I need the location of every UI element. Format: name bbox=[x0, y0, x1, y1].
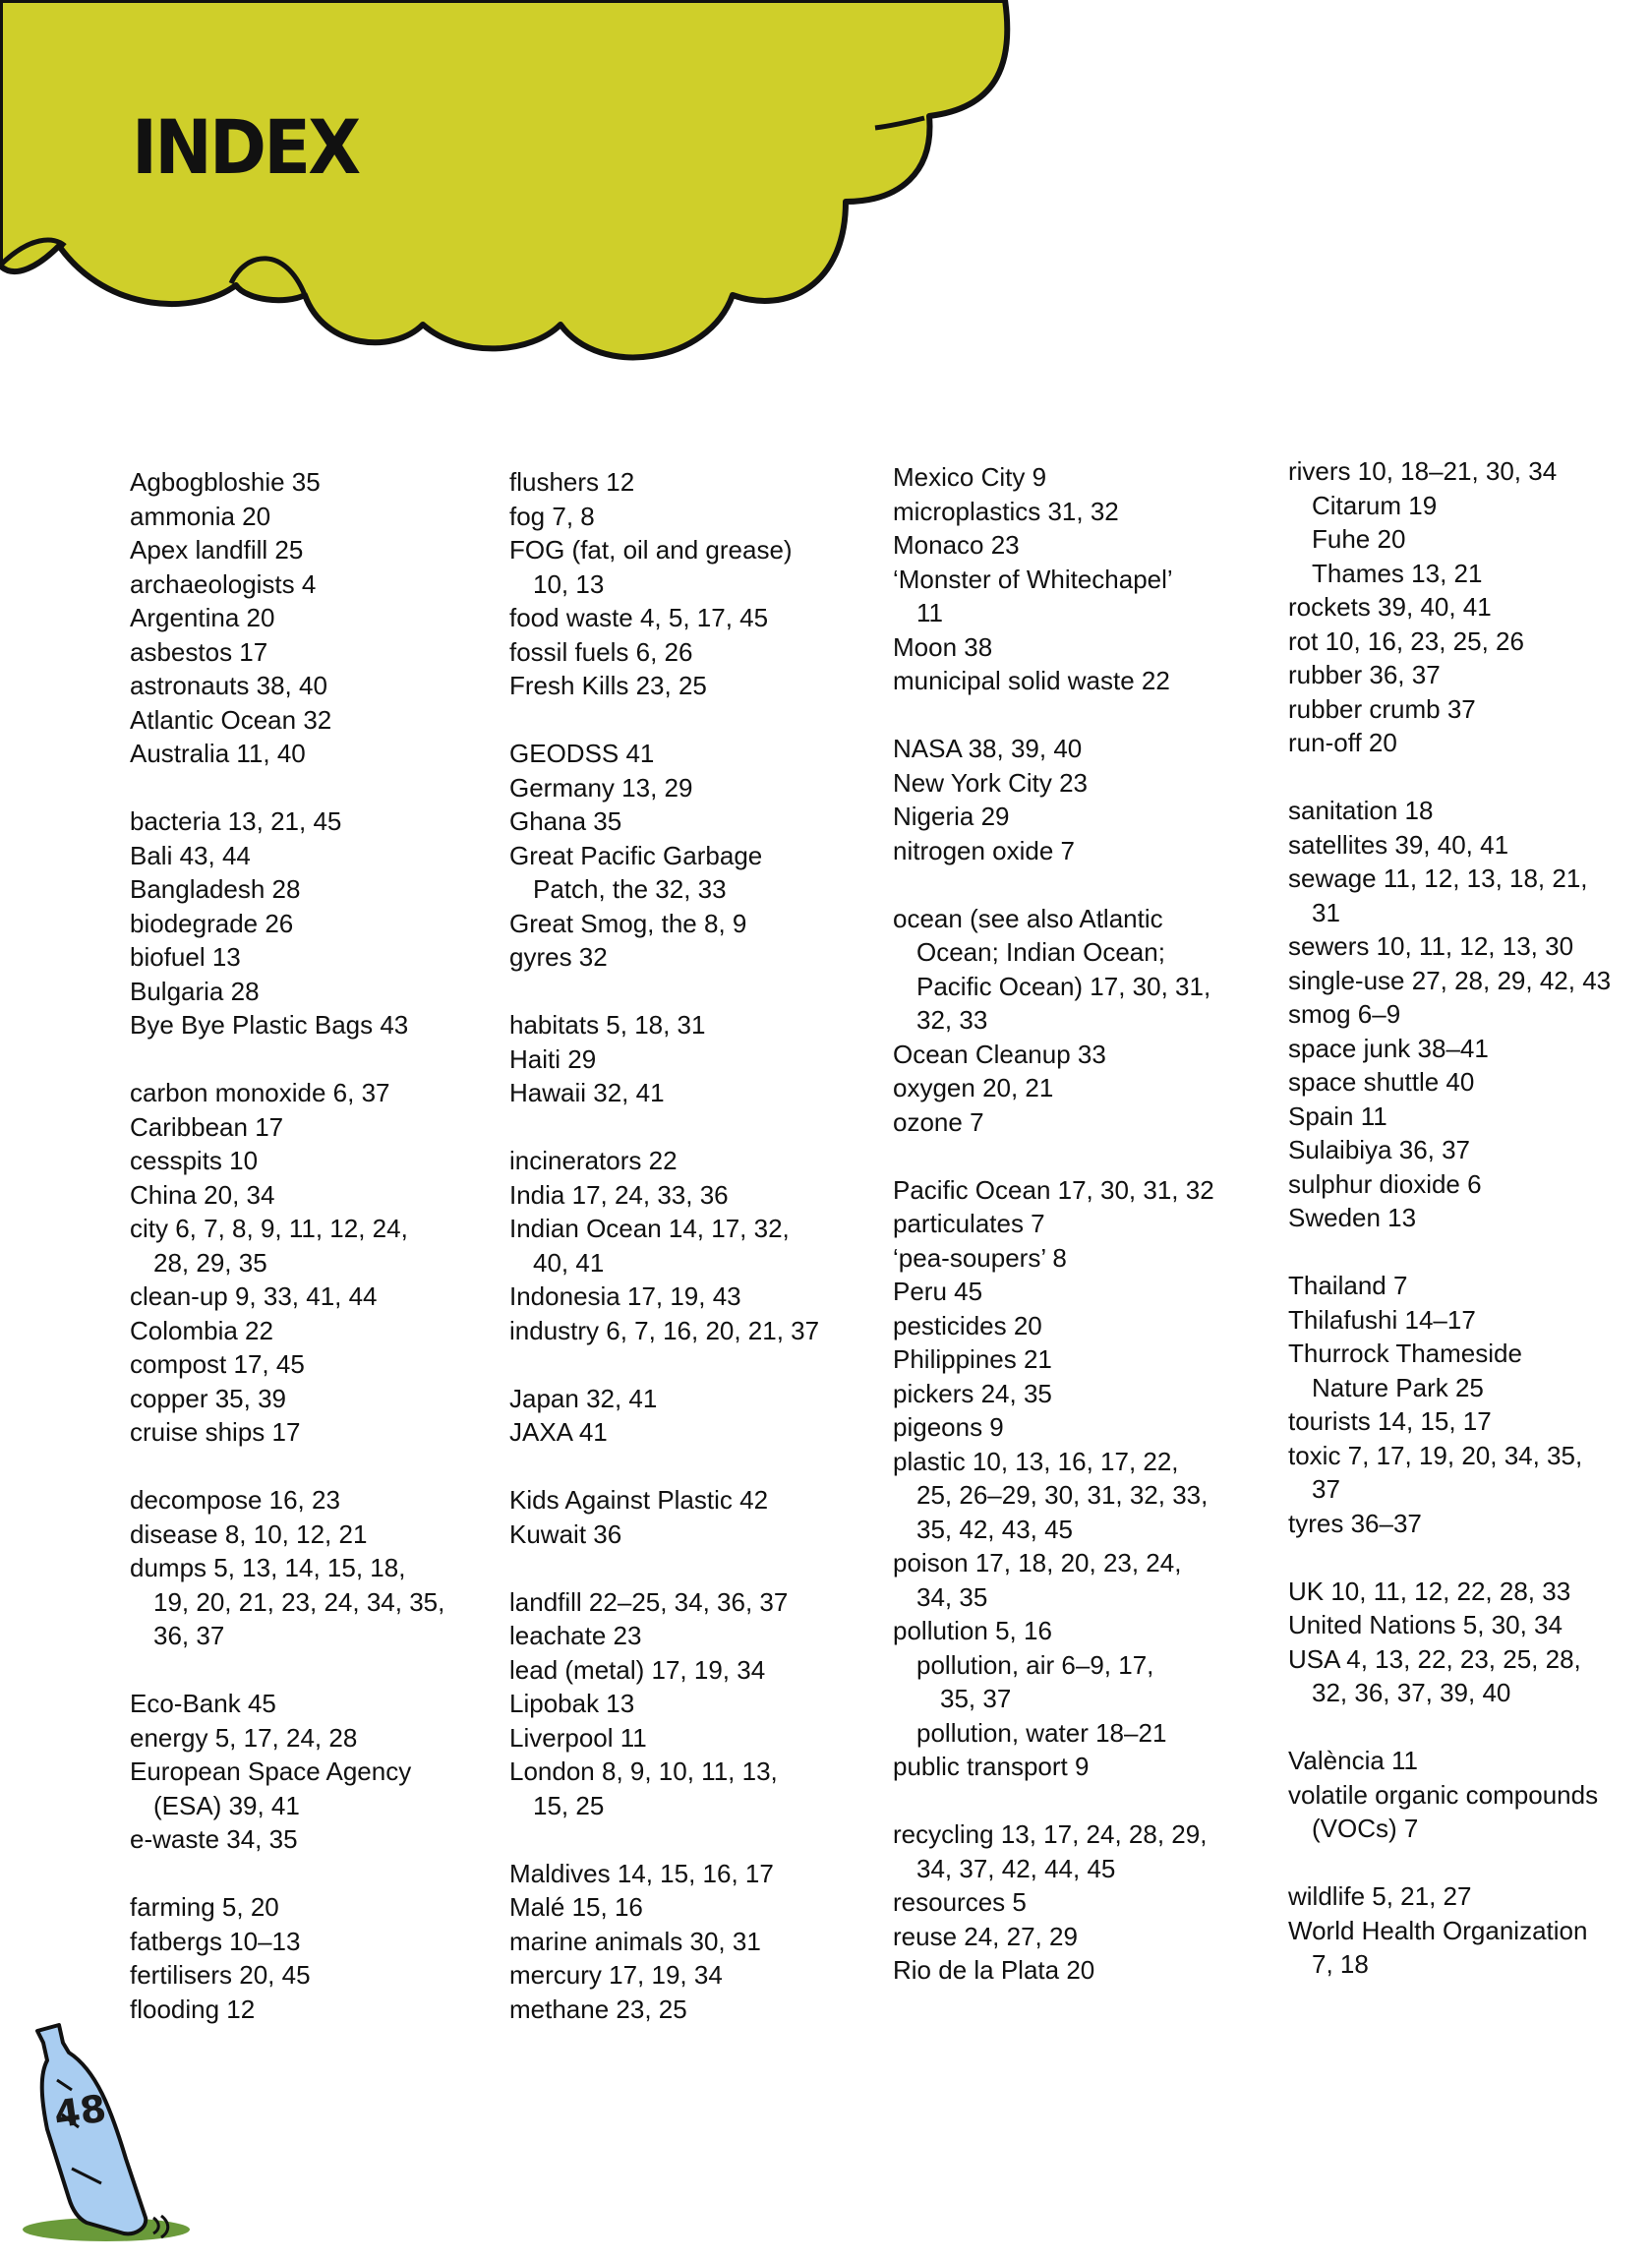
index-column-2 bbox=[509, 465, 903, 2026]
index-entry: single-use 27, 28, 29, 42, 43 bbox=[1288, 965, 1612, 995]
index-entry: pollution, air 6–9, 17, 35, 37 bbox=[916, 1649, 1154, 1713]
index-entry: Atlantic Ocean 32 bbox=[130, 704, 332, 735]
index-entry: bacteria 13, 21, 45 bbox=[130, 806, 342, 836]
index-entry: tyres 36–37 bbox=[1288, 1508, 1422, 1538]
index-entry: Eco-Bank 45 bbox=[130, 1689, 276, 1718]
index-entry: municipal solid waste 22 bbox=[893, 666, 1170, 695]
index-entry: tourists 14, 15, 17 bbox=[1288, 1406, 1492, 1436]
index-entry: fossil fuels 6, 26 bbox=[509, 636, 693, 667]
index-entry: Fuhe 20 bbox=[1312, 524, 1406, 554]
index-entry: e-waste 34, 35 bbox=[130, 1824, 298, 1854]
index-entry: ‘Monster of Whitechapel’ 11 bbox=[893, 564, 1173, 627]
index-entry: Great Smog, the 8, 9 bbox=[509, 908, 747, 938]
index-entry: Lipobak 13 bbox=[509, 1689, 635, 1718]
index-entry: Bye Bye Plastic Bags 43 bbox=[130, 1010, 409, 1040]
index-entry: particulates 7 bbox=[893, 1209, 1045, 1238]
index-entry: sanitation 18 bbox=[1288, 796, 1434, 825]
index-entry: Hawaii 32, 41 bbox=[509, 1078, 665, 1107]
index-entry: leachate 23 bbox=[509, 1621, 642, 1650]
index-entry: ‘pea-soupers’ 8 bbox=[893, 1242, 1067, 1273]
index-entry: nitrogen oxide 7 bbox=[893, 835, 1076, 865]
index-entry: Bali 43, 44 bbox=[130, 840, 251, 870]
index-entry: Fresh Kills 23, 25 bbox=[509, 671, 707, 700]
index-entry: Ocean Cleanup 33 bbox=[893, 1039, 1106, 1069]
index-entry: European Space Agency (ESA) 39, 41 bbox=[130, 1756, 412, 1820]
index-entry: Indonesia 17, 19, 43 bbox=[509, 1281, 741, 1311]
index-entry: archaeologists 4 bbox=[130, 568, 317, 599]
index-entry: India 17, 24, 33, 36 bbox=[509, 1179, 729, 1210]
index-entry: Thurrock Thameside Nature Park 25 bbox=[1288, 1339, 1522, 1402]
index-entry: compost 17, 45 bbox=[130, 1349, 305, 1379]
index-entry: fatbergs 10–13 bbox=[130, 1926, 301, 1956]
index-entry: Sulaibiya 36, 37 bbox=[1288, 1135, 1471, 1164]
index-entry: Great Pacific Garbage Patch, the 32, 33 bbox=[509, 840, 763, 904]
index-entry: ozone 7 bbox=[893, 1106, 984, 1137]
index-entry: pigeons 9 bbox=[893, 1412, 1004, 1442]
index-entry: Caribbean 17 bbox=[130, 1111, 284, 1142]
index-entry: United Nations 5, 30, 34 bbox=[1288, 1610, 1563, 1639]
index-entry: Spain 11 bbox=[1288, 1101, 1387, 1131]
index-entry: asbestos 17 bbox=[130, 636, 268, 667]
index-entry: resources 5 bbox=[893, 1887, 1027, 1917]
index-entry: wildlife 5, 21, 27 bbox=[1288, 1881, 1472, 1911]
index-entry: UK 10, 11, 12, 22, 28, 33 bbox=[1288, 1576, 1571, 1606]
index-entry: Thilafushi 14–17 bbox=[1288, 1304, 1476, 1335]
index-entry: lead (metal) 17, 19, 34 bbox=[509, 1654, 766, 1685]
index-entry: public transport 9 bbox=[893, 1752, 1090, 1781]
index-entry: pollution 5, 16 bbox=[893, 1616, 1052, 1645]
index-entry: rivers 10, 18–21, 30, 34 bbox=[1288, 456, 1558, 486]
index-entry: Liverpool 11 bbox=[509, 1722, 647, 1753]
index-entry: sewage 11, 12, 13, 18, 21, 31 bbox=[1288, 863, 1588, 927]
index-entry: recycling 13, 17, 24, 28, 29, 34, 37, 42, 44, 45 bbox=[893, 1819, 1208, 1883]
page-title: INDEX bbox=[132, 103, 359, 191]
index-entry: FOG (fat, oil and grease) 10, 13 bbox=[509, 535, 793, 599]
index-entry: biofuel 13 bbox=[130, 942, 241, 972]
index-entry: plastic 10, 13, 16, 17, 22, 25, 26–29, 30, 31, 32, 33, 35, 42, 43, 45 bbox=[893, 1446, 1209, 1544]
index-entry: Argentina 20 bbox=[130, 603, 275, 632]
index-entry: Pacific Ocean 17, 30, 31, 32 bbox=[893, 1174, 1214, 1205]
index-entry: copper 35, 39 bbox=[130, 1383, 287, 1413]
index-entry: volatile organic compounds (VOCs) 7 bbox=[1288, 1779, 1599, 1843]
index-entry: gyres 32 bbox=[509, 942, 608, 972]
index-entry: reuse 24, 27, 29 bbox=[893, 1921, 1078, 1951]
index-entry: smog 6–9 bbox=[1288, 999, 1401, 1029]
index-entry: Rio de la Plata 20 bbox=[893, 1955, 1095, 1985]
index-entry: Indian Ocean 14, 17, 32, 40, 41 bbox=[509, 1214, 790, 1278]
index-entry: Malé 15, 16 bbox=[509, 1892, 643, 1922]
index-entry: ammonia 20 bbox=[130, 501, 271, 531]
index-entry: Philippines 21 bbox=[893, 1344, 1052, 1374]
index-entry: flooding 12 bbox=[130, 1994, 256, 2024]
index-entry: ocean (see also Atlantic Ocean; Indian Ocean; Pacific Ocean) 17, 30, 31, 32, 33 bbox=[893, 903, 1211, 1035]
index-entry: microplastics 31, 32 bbox=[893, 496, 1119, 526]
index-entry: astronauts 38, 40 bbox=[130, 671, 327, 700]
index-entry: Sweden 13 bbox=[1288, 1203, 1417, 1232]
index-entry: World Health Organization 7, 18 bbox=[1288, 1915, 1588, 1979]
index-entry: methane 23, 25 bbox=[509, 1994, 687, 2024]
index-entry: decompose 16, 23 bbox=[130, 1485, 340, 1515]
index-entry: toxic 7, 17, 19, 20, 34, 35, 37 bbox=[1288, 1440, 1583, 1504]
index-entry: Peru 45 bbox=[893, 1277, 983, 1306]
index-entry: Colombia 22 bbox=[130, 1315, 273, 1345]
index-entry: biodegrade 26 bbox=[130, 908, 294, 938]
index-entry: landfill 22–25, 34, 36, 37 bbox=[509, 1586, 789, 1617]
index-entry: disease 8, 10, 12, 21 bbox=[130, 1518, 368, 1549]
index-entry: Kuwait 36 bbox=[509, 1518, 622, 1549]
index-entry: flushers 12 bbox=[509, 467, 635, 497]
index-entry: China 20, 34 bbox=[130, 1179, 275, 1210]
index-entry: habitats 5, 18, 31 bbox=[509, 1010, 706, 1040]
index-entry: New York City 23 bbox=[893, 767, 1088, 798]
index-entry: carbon monoxide 6, 37 bbox=[130, 1078, 390, 1107]
index-entry: industry 6, 7, 16, 20, 21, 37 bbox=[509, 1315, 820, 1345]
index-entry: sulphur dioxide 6 bbox=[1288, 1168, 1482, 1199]
index-entry: marine animals 30, 31 bbox=[509, 1926, 761, 1956]
index-entry: Agbogbloshie 35 bbox=[130, 467, 321, 497]
index-entry: Kids Against Plastic 42 bbox=[509, 1485, 769, 1515]
index-entry: JAXA 41 bbox=[509, 1417, 608, 1447]
index-entry: GEODSS 41 bbox=[509, 739, 655, 768]
index-entry: fog 7, 8 bbox=[509, 501, 595, 531]
index-entry: mercury 17, 19, 34 bbox=[509, 1960, 723, 1990]
index-column-3 bbox=[893, 460, 1286, 1988]
index-entry: dumps 5, 13, 14, 15, 18, 19, 20, 21, 23, 24, 34, 35, 36, 37 bbox=[130, 1553, 445, 1650]
index-entry: Japan 32, 41 bbox=[509, 1383, 658, 1413]
index-entry: rubber crumb 37 bbox=[1288, 693, 1476, 724]
index-entry: cesspits 10 bbox=[130, 1146, 259, 1175]
index-entry: Thailand 7 bbox=[1288, 1271, 1408, 1300]
index-entry: Ghana 35 bbox=[509, 806, 622, 836]
index-entry: clean-up 9, 33, 41, 44 bbox=[130, 1281, 378, 1311]
index-entry: pesticides 20 bbox=[893, 1310, 1042, 1340]
index-entry: USA 4, 13, 22, 23, 25, 28, 32, 36, 37, 39, 40 bbox=[1288, 1643, 1581, 1707]
index-entry: Apex landfill 25 bbox=[130, 535, 304, 565]
index-entry: rubber 36, 37 bbox=[1288, 660, 1441, 689]
index-entry: Haiti 29 bbox=[509, 1043, 597, 1074]
index-column-1 bbox=[130, 465, 523, 2026]
index-entry: food waste 4, 5, 17, 45 bbox=[509, 603, 769, 632]
index-entry: farming 5, 20 bbox=[130, 1892, 279, 1922]
bottle-icon bbox=[18, 2021, 214, 2247]
index-column-4 bbox=[1288, 454, 1652, 1982]
index-entry: sewers 10, 11, 12, 13, 30 bbox=[1288, 931, 1574, 961]
index-entry: rockets 39, 40, 41 bbox=[1288, 592, 1492, 622]
index-entry: Citarum 19 bbox=[1312, 490, 1438, 520]
page-number: 48 bbox=[51, 2086, 109, 2137]
index-entry: cruise ships 17 bbox=[130, 1417, 301, 1447]
index-entry: Bulgaria 28 bbox=[130, 976, 260, 1006]
index-entry: rot 10, 16, 23, 25, 26 bbox=[1288, 625, 1524, 656]
index-entry: Australia 11, 40 bbox=[130, 739, 306, 768]
index-entry: poison 17, 18, 20, 23, 24, 34, 35 bbox=[893, 1548, 1182, 1612]
index-entry: run-off 20 bbox=[1288, 728, 1397, 757]
index-entry: NASA 38, 39, 40 bbox=[893, 734, 1083, 763]
index-entry: Nigeria 29 bbox=[893, 802, 1010, 831]
index-entry: pickers 24, 35 bbox=[893, 1378, 1052, 1408]
index-entry: London 8, 9, 10, 11, 13, 15, 25 bbox=[509, 1756, 778, 1820]
index-entry: Mexico City 9 bbox=[893, 462, 1047, 492]
index-entry: space junk 38–41 bbox=[1288, 1033, 1489, 1063]
index-entry: incinerators 22 bbox=[509, 1146, 678, 1175]
index-entry: space shuttle 40 bbox=[1288, 1067, 1475, 1097]
index-entry: Maldives 14, 15, 16, 17 bbox=[509, 1858, 774, 1888]
index-entry: oxygen 20, 21 bbox=[893, 1073, 1054, 1102]
index-entry: Bangladesh 28 bbox=[130, 874, 301, 904]
index-entry: satellites 39, 40, 41 bbox=[1288, 829, 1509, 860]
index-entry: city 6, 7, 8, 9, 11, 12, 24, 28, 29, 35 bbox=[130, 1214, 408, 1278]
index-entry: energy 5, 17, 24, 28 bbox=[130, 1722, 358, 1753]
index-entry: fertilisers 20, 45 bbox=[130, 1960, 311, 1990]
index-entry: València 11 bbox=[1288, 1746, 1419, 1775]
index-entry: Monaco 23 bbox=[893, 530, 1020, 560]
index-entry: Moon 38 bbox=[893, 631, 993, 662]
index-entry: Thames 13, 21 bbox=[1312, 558, 1483, 588]
index-entry: Germany 13, 29 bbox=[509, 772, 693, 803]
index-entry: pollution, water 18–21 bbox=[916, 1717, 1167, 1748]
